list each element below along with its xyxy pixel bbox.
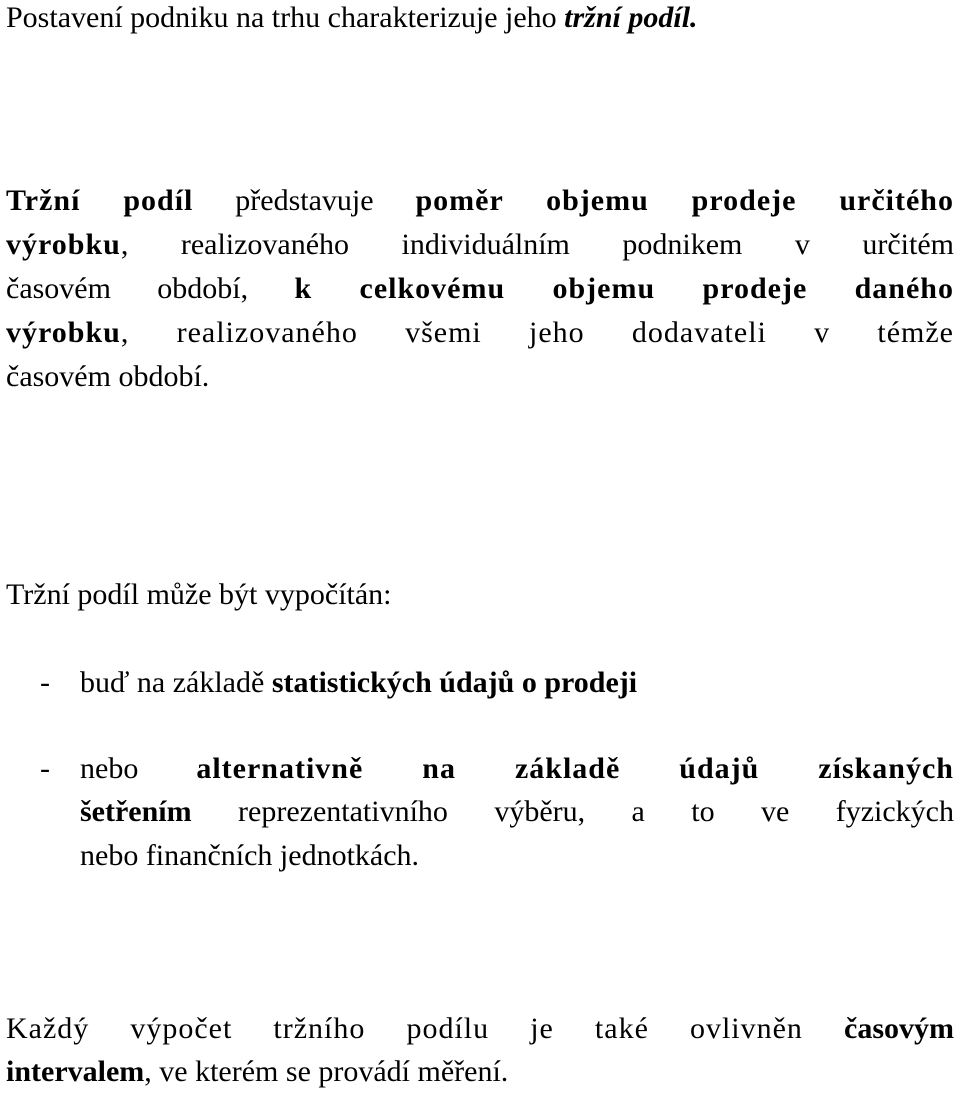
list-item-2-line-2 [80,794,954,830]
list-item-text: reprezentativního výběru, a to ve fyzických [191,795,954,828]
definition-line-2 [6,227,954,263]
definition-line-4 [6,315,954,351]
intro-sentence [6,0,954,36]
definition-bold: výrobku [6,316,121,349]
list-dash-1: - [40,666,50,699]
closing-bold: intervalem [6,1055,145,1088]
definition-line-5 [6,359,954,395]
definition-line-1 [6,183,954,219]
intro-term: tržní podíl. [564,1,698,34]
definition-bold: výrobku [6,228,121,261]
list-item-text: buď na základě [80,666,272,699]
list-item-bold: alternativně na základě údajů získaných [196,752,954,785]
list-item-1 [80,665,954,701]
definition-text: představuje [193,184,416,217]
definition-text: časovém období, [6,272,295,305]
list-item-bold: statistických údajů o prodeji [271,666,638,699]
list-item-2-line-1 [80,751,954,787]
definition-text: , realizovaného všemi jeho dodavateli v témže [120,316,954,349]
list-item-text: nebo finančních jednotkách. [80,839,420,872]
closing-line-1 [6,1011,954,1047]
intro-lead: Postavení podniku na trhu charakterizuje jeho [6,1,565,34]
closing-line-2 [6,1054,954,1090]
list-item-2-line-3 [80,838,954,874]
definition-text: , realizovaného individuálním podnikem v určitém [120,228,954,261]
closing-bold: časovým [844,1012,954,1045]
closing-text: Každý výpočet tržního podílu je také ovlivněn [6,1012,845,1045]
definition-bold: k celkovému objemu prodeje daného [294,272,954,305]
list-item-text: nebo [80,752,197,785]
definition-line-3 [6,271,954,307]
closing-text: , ve kterém se provádí měření. [144,1055,509,1088]
definition-bold: poměr objemu prodeje určitého [415,184,954,217]
definition-text: časovém období. [6,360,210,393]
calculation-intro [6,577,954,613]
calculation-intro-text: Tržní podíl může být vypočítán: [6,578,392,611]
list-item-bold: šetřením [80,795,192,828]
list-dash-2: - [40,752,50,785]
definition-term: Tržní podíl [6,184,194,217]
